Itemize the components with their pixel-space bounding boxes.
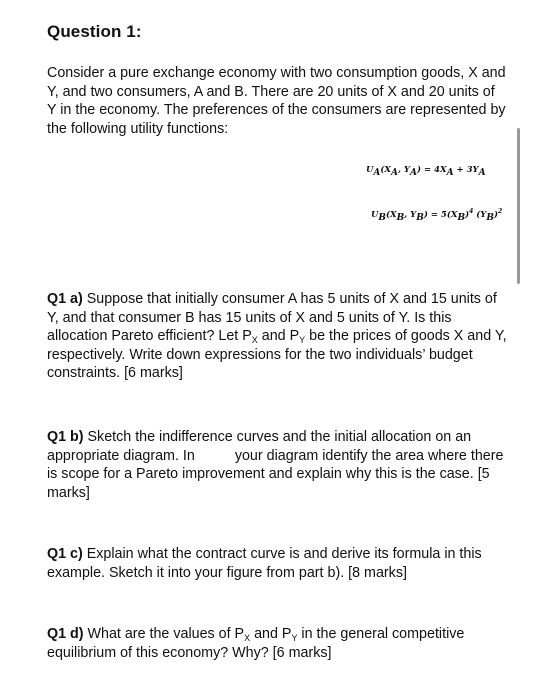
question-1b-text1: Sketch the indifference curves and the initial allocation on an appropriate diagram. In	[47, 429, 472, 464]
eq-b-u: U	[371, 210, 379, 220]
question-1b-text2: your diagram identify the area where there is scope for a Pareto improvement and explain why this is the case. [5 marks]	[47, 447, 504, 501]
question-1d	[47, 625, 507, 662]
utility-function-a	[366, 165, 486, 178]
utility-function-b	[371, 208, 503, 223]
eq-b-part2: , Y	[404, 210, 417, 220]
question-1b	[47, 428, 507, 502]
question-1a-text2: and P	[257, 328, 300, 345]
question-1a-sub1: X	[251, 335, 258, 346]
eq-b-part6: )	[493, 210, 498, 220]
eq-a-part1: (X	[380, 165, 392, 175]
question-1c	[47, 545, 507, 582]
eq-a-part4: + 3Y	[453, 165, 479, 175]
question-1b-label: Q1 b)	[47, 429, 84, 445]
eq-b-exp1: 4	[469, 208, 474, 216]
eq-a-sub4: A	[446, 168, 454, 178]
eq-b-part4: )	[465, 210, 470, 220]
eq-a-u: U	[366, 165, 374, 175]
question-1a	[47, 290, 507, 383]
question-title: Question 1:	[47, 22, 142, 41]
question-1a-text1: Suppose that initially consumer A has 5 units of X and 15 units of Y, and that consumer B has 15 units of X and 5 units of Y. Is this allocation Pareto efficient? Let P	[47, 291, 497, 345]
eq-b-part3: ) = 5(X	[423, 210, 458, 220]
question-1d-text3: in the general competitive equilibrium of this economy? Why? [6 marks]	[47, 626, 465, 661]
question-1d-label: Q1 d)	[47, 626, 84, 642]
question-1d-sub1: X	[244, 633, 251, 643]
eq-a-sub3: A	[410, 168, 417, 178]
question-1a-label: Q1 a)	[47, 291, 83, 307]
vertical-scrollbar[interactable]	[517, 128, 520, 284]
eq-b-sub: B	[378, 213, 387, 223]
eq-b-part5: (Y	[473, 210, 487, 220]
eq-a-sub2: A	[391, 168, 399, 178]
question-1d-text2: and P	[250, 626, 292, 642]
eq-a-sub5: A	[478, 168, 486, 178]
eq-b-sub2: B	[396, 213, 405, 223]
eq-b-sub4: B	[457, 213, 466, 223]
eq-a-sub: A	[373, 168, 381, 178]
question-1c-label: Q1 c)	[47, 546, 83, 562]
question-1c-text: Explain what the contract curve is and derive its formula in this example. Sketch it into your figure from part b). [8 marks]	[47, 546, 482, 581]
eq-b-sub3: B	[416, 213, 424, 223]
eq-b-sub5: B	[486, 213, 494, 223]
eq-b-exp2: 2	[498, 208, 503, 216]
eq-a-part3: ) = 4X	[417, 165, 447, 175]
eq-a-part2: , Y	[398, 165, 411, 175]
question-1a-text3: be the prices of goods X and Y, respectively. Write down expressions for the two individuals’ budget constraints. [6 marks]	[47, 328, 507, 382]
question-1a-sub2: Y	[299, 335, 306, 346]
eq-b-part1: (X	[386, 210, 397, 220]
question-1d-sub2: Y	[291, 633, 298, 643]
intro-paragraph: Consider a pure exchange economy with two consumption goods, X and Y, and two consumers, A and B. There are 20 units of X and 20 units of Y in the economy. The preferences of the consumers are represented by the following utility functions:	[47, 65, 506, 137]
question-1d-text1: What are the values of P	[83, 626, 245, 642]
